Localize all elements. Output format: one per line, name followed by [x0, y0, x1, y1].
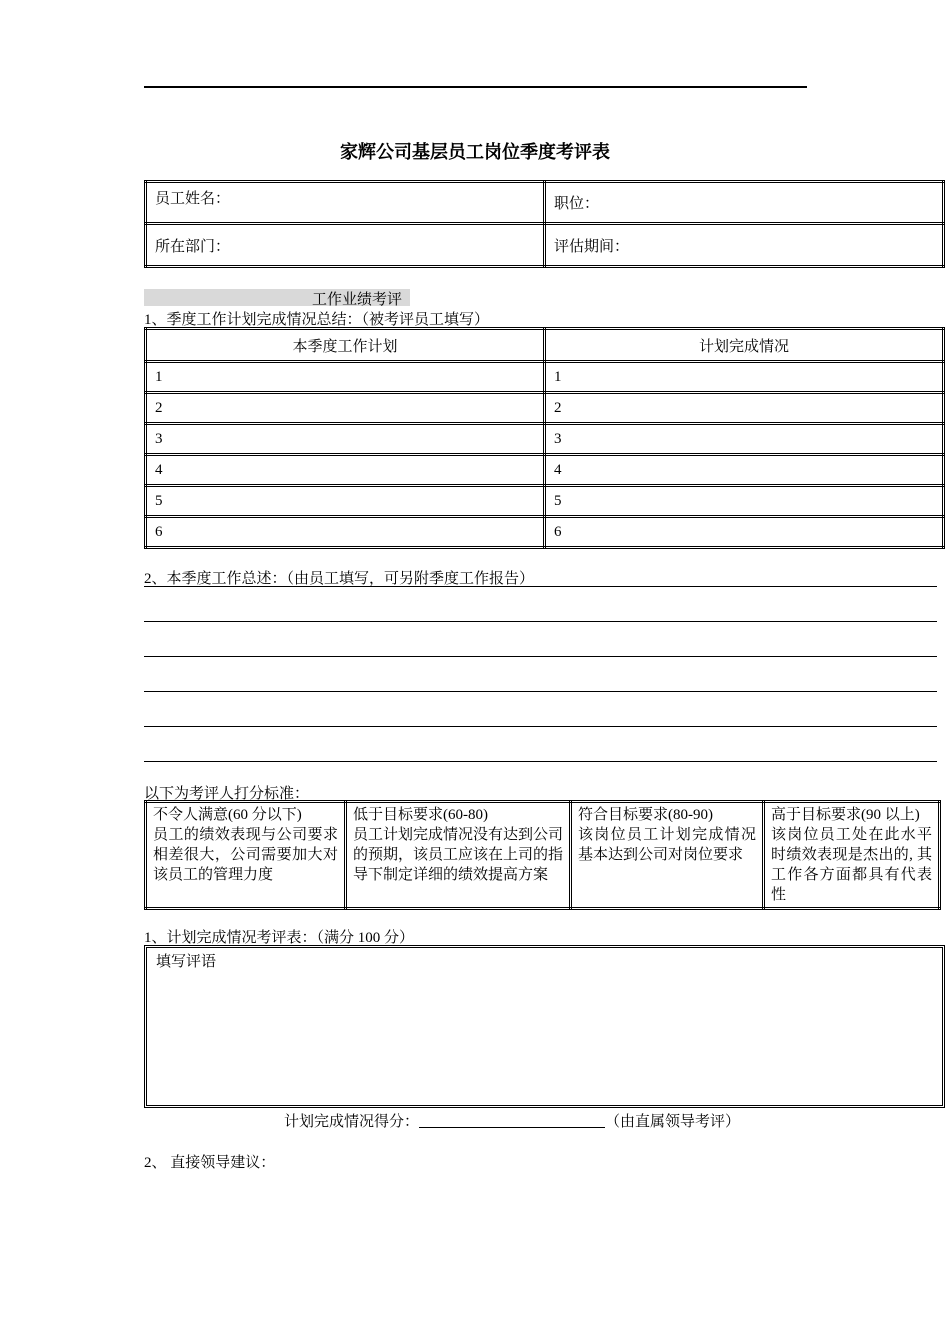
criteria-level-desc: 该岗位员工处在此水平时绩效表现是杰出的, 其工作各方面都具有代表性	[771, 827, 932, 903]
plan-cell[interactable]: 4	[146, 455, 545, 486]
completion-column-header: 计划完成情况	[545, 329, 944, 362]
period-field[interactable]	[545, 224, 944, 267]
score-suffix: （由直属领导考评）	[605, 1114, 741, 1130]
plan-cell[interactable]: 6	[146, 517, 545, 548]
employee-info-table	[144, 180, 945, 268]
completion-cell[interactable]: 3	[545, 424, 944, 455]
name-field[interactable]	[146, 182, 545, 224]
writing-line[interactable]	[144, 586, 937, 587]
section-header-text: 工作业绩考评	[312, 292, 403, 308]
comment-placeholder: 填写评语	[156, 954, 217, 970]
criteria-level-title: 符合目标要求(80-90)	[578, 807, 713, 823]
completion-cell[interactable]: 6	[545, 517, 944, 548]
criteria-level	[764, 802, 940, 909]
completion-cell[interactable]: 1	[545, 362, 944, 393]
table-row	[146, 486, 944, 517]
criteria-level-title: 不令人满意(60 分以下)	[153, 807, 302, 823]
writing-line[interactable]	[144, 621, 937, 622]
criteria-level	[146, 802, 346, 909]
plan-cell[interactable]: 3	[146, 424, 545, 455]
completion-cell[interactable]: 5	[545, 486, 944, 517]
criteria-level-desc: 员工计划完成情况没有达到公司的预期，该员工应该在上司的指导下制定详细的绩效提高方案	[353, 827, 564, 883]
section-header	[144, 289, 410, 306]
comment-box[interactable]	[144, 945, 945, 1108]
eval-q1-label: 1、计划完成情况考评表：（满分 100 分）	[144, 930, 415, 946]
score-line	[284, 1110, 740, 1131]
criteria-level-desc: 该岗位员工计划完成情况基本达到公司对岗位要求	[578, 827, 756, 863]
criteria-table	[144, 800, 941, 910]
position-field[interactable]	[545, 182, 944, 224]
position-label: 职位：	[554, 196, 600, 212]
writing-line[interactable]	[144, 691, 937, 692]
plan-cell[interactable]: 1	[146, 362, 545, 393]
score-input-line[interactable]	[419, 1111, 605, 1128]
page-title: 家辉公司基层员工岗位季度考评表	[340, 142, 610, 162]
criteria-level-title: 低于目标要求(60-80)	[353, 807, 488, 823]
eval-q2-label: 2、 直接领导建议：	[144, 1155, 276, 1171]
plan-cell[interactable]: 2	[146, 393, 545, 424]
q2-label: 2、本季度工作总述：（由员工填写，可另附季度工作报告）	[144, 571, 535, 587]
writing-line[interactable]	[144, 726, 937, 727]
name-label: 员工姓名：	[155, 191, 231, 207]
criteria-level	[346, 802, 571, 909]
completion-cell[interactable]: 2	[545, 393, 944, 424]
criteria-intro: 以下为考评人打分标准：	[144, 786, 310, 802]
table-row	[146, 362, 944, 393]
completion-cell[interactable]: 4	[545, 455, 944, 486]
period-label: 评估期间：	[554, 238, 630, 255]
q1-label: 1、季度工作计划完成情况总结：（被考评员工填写）	[144, 312, 490, 328]
writing-line[interactable]	[144, 656, 937, 657]
criteria-level-title: 高于目标要求(90 以上)	[771, 807, 920, 823]
plan-cell[interactable]: 5	[146, 486, 545, 517]
table-row	[146, 517, 944, 548]
top-rule	[144, 86, 807, 88]
criteria-level-desc: 员工的绩效表现与公司要求相差很大，公司需要加大对该员工的管理力度	[153, 827, 338, 883]
score-label: 计划完成情况得分：	[284, 1114, 420, 1130]
dept-label: 所在部门：	[155, 238, 231, 255]
table-row	[146, 455, 944, 486]
writing-line[interactable]	[144, 761, 937, 762]
table-row	[146, 424, 944, 455]
criteria-level	[571, 802, 764, 909]
plan-table	[144, 327, 945, 549]
dept-field[interactable]	[146, 224, 545, 267]
table-row	[146, 393, 944, 424]
plan-column-header: 本季度工作计划	[146, 329, 545, 362]
